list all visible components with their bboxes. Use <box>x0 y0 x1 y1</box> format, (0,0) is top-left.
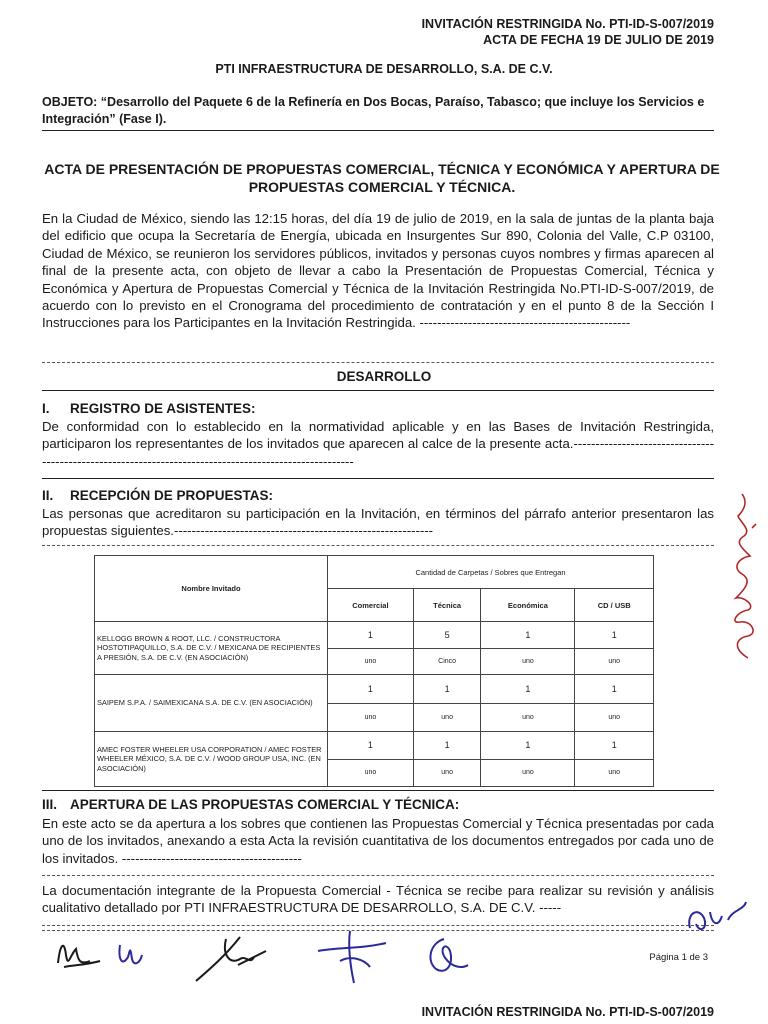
count-word: uno <box>481 648 575 675</box>
section-1-title: REGISTRO DE ASISTENTES: <box>70 401 256 416</box>
table-header-economica: Económica <box>481 589 575 622</box>
count-cd-usb: 1 <box>575 622 654 649</box>
table-row <box>95 622 654 649</box>
count-economica: 1 <box>481 675 575 704</box>
table-header-name: Nombre Invitado <box>95 556 328 622</box>
count-word: Cinco <box>413 648 481 675</box>
table-row <box>95 732 654 760</box>
section-3-text-1: En este acto se da apertura a los sobres que contienen las Propuestas Comercial y Técnica presentadas por cada uno de los invitados, anexando a esta Acta la revisión cuantitativa de los documentos entregados por cada uno de los invitados. ----------------------------------------- <box>42 816 714 866</box>
table-header-group: Cantidad de Carpetas / Sobres que Entregan <box>328 556 654 589</box>
count-word: uno <box>481 703 575 732</box>
section-2-text: Las personas que acreditaron su participación en la Invitación, en términos del párrafo anterior presentaron las propuestas siguientes.----------------------------------------------------------- <box>42 506 714 539</box>
table-row <box>95 675 654 704</box>
dash-line <box>42 875 714 876</box>
signatures-icon <box>50 925 470 990</box>
count-tecnica: 5 <box>413 622 481 649</box>
count-word: uno <box>575 759 654 787</box>
count-word: uno <box>575 648 654 675</box>
count-word: uno <box>328 759 414 787</box>
section-2-heading <box>42 488 273 503</box>
page-number: Página 1 de 3 <box>649 952 708 963</box>
table-header-comercial: Comercial <box>328 589 414 622</box>
dash-line <box>42 545 714 546</box>
count-comercial: 1 <box>328 675 414 704</box>
section-1-rule <box>42 478 714 479</box>
footer-invitation-number: INVITACIÓN RESTRINGIDA No. PTI-ID-S-007/2019 <box>421 1005 714 1019</box>
count-word: uno <box>481 759 575 787</box>
count-comercial: 1 <box>328 622 414 649</box>
section-3-heading <box>42 797 459 812</box>
count-tecnica: 1 <box>413 675 481 704</box>
count-tecnica: 1 <box>413 732 481 760</box>
count-economica: 1 <box>481 732 575 760</box>
count-cd-usb: 1 <box>575 675 654 704</box>
dash-line <box>42 362 714 363</box>
margin-signature-icon <box>718 488 762 668</box>
section-3-number: III. <box>42 797 58 812</box>
section-3-title: APERTURA DE LAS PROPUESTAS COMERCIAL Y TÉCNICA: <box>70 797 460 812</box>
count-word: uno <box>575 703 654 732</box>
header-invitation-number: INVITACIÓN RESTRINGIDA No. PTI-ID-S-007/2019 <box>421 17 714 31</box>
count-word: uno <box>413 759 481 787</box>
header-rule <box>42 130 714 131</box>
desarrollo-rule <box>42 390 714 391</box>
section-2-number: II. <box>42 488 54 503</box>
count-word: uno <box>328 703 414 732</box>
section-2-title: RECEPCIÓN DE PROPUESTAS: <box>70 488 274 503</box>
invitee-name: KELLOGG BROWN & ROOT, LLC. / CONSTRUCTORA HOSTOTIPAQUILLO, S.A. DE C.V. / MEXICANA DE RECIPIENTES A PRESIÓN, S.A. DE C.V. (EN ASOCIACIÓN) <box>95 622 328 675</box>
table-header-tecnica: Técnica <box>413 589 481 622</box>
invitee-name: AMEC FOSTER WHEELER USA CORPORATION / AMEC FOSTER WHEELER MÉXICO, S.A. DE C.V. / WOOD GROUP USA, INC. (EN ASOCIACIÓN) <box>95 732 328 787</box>
header-acta-date: ACTA DE FECHA 19 DE JULIO DE 2019 <box>483 33 714 47</box>
table-rule <box>42 790 714 791</box>
company-name: PTI INFRAESTRUCTURA DE DESARROLLO, S.A. DE C.V. <box>215 62 553 76</box>
acta-title: ACTA DE PRESENTACIÓN DE PROPUESTAS COMERCIAL, TÉCNICA Y ECONÓMICA Y APERTURA DE PROPUESTAS COMERCIAL Y TÉCNICA. <box>44 161 720 195</box>
proposals-table <box>94 555 654 787</box>
desarrollo-heading: DESARROLLO <box>336 369 432 384</box>
section-1-text: De conformidad con lo establecido en la normatividad aplicable y en las Bases de Invitación Restringida, participaron los representantes de los invitados que aparecen al calce de la presente acta.------------------------------------------------------------------------------------------------------- <box>42 419 714 469</box>
count-comercial: 1 <box>328 732 414 760</box>
count-word: uno <box>413 703 481 732</box>
section-1-heading <box>42 401 256 416</box>
section-1-number: I. <box>42 401 50 416</box>
count-economica: 1 <box>481 622 575 649</box>
objeto-text: OBJETO: “Desarrollo del Paquete 6 de la Refinería en Dos Bocas, Paraíso, Tabasco; que incluye los Servicios e Integración” (Fase I). <box>42 95 705 126</box>
initials-icon <box>684 898 754 938</box>
table-header-cd-usb: CD / USB <box>575 589 654 622</box>
invitee-name: SAIPEM S.P.A. / SAIMEXICANA S.A. DE C.V. (EN ASOCIACIÓN) <box>95 675 328 732</box>
section-3-text-2: La documentación integrante de la Propuesta Comercial - Técnica se recibe para realizar su revisión y análisis cualitativo detallado por PTI INFRAESTRUCTURA DE DESARROLLO, S.A. DE C.V. ----- <box>42 883 714 916</box>
count-word: uno <box>328 648 414 675</box>
count-cd-usb: 1 <box>575 732 654 760</box>
intro-paragraph: En la Ciudad de México, siendo las 12:15 horas, del día 19 de julio de 2019, en la sala de juntas de la planta baja del edificio que ocupa la Secretaría de Energía, ubicada en Insurgentes Sur 890, Colonia del Valle, C.P 03100, Ciudad de México, se reunieron los servidores públicos, invitados y personas cuyos nombres y firmas aparecen al final de la presente acta, con objeto de llevar a cabo la Presentación de Propuestas Comercial, Técnica y Económica y Apertura de Propuestas Comercial y Técnica de la Invitación Restringida No.PTI-ID-S-007/2019, de acuerdo con lo previsto en el Cronograma del procedimiento de contratación y en el punto 8 de la Sección I Instrucciones para los Participantes en la Invitación Restringida. ------------------------------------------------ <box>42 211 714 331</box>
